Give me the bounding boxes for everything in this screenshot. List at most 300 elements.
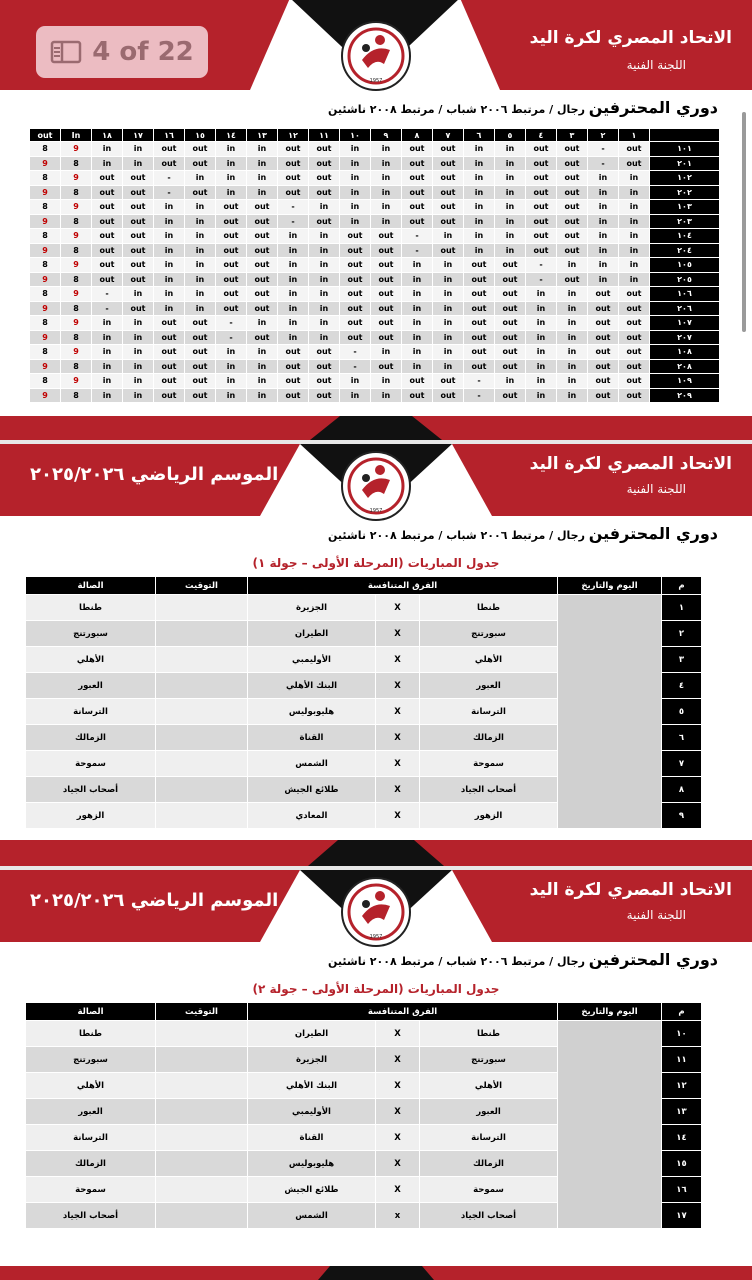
match-away: الأوليمبي [248,1099,376,1125]
league-categories: رجال / مرتبط ٢٠٠٦ شباب / مرتبط ٢٠٠٨ ناشئين [328,103,585,116]
roster-cell: out [526,214,557,229]
roster-cell: out [278,171,309,186]
roster-header-cell: ٥ [495,129,526,142]
roster-cell: out [340,301,371,316]
roster-cell: in [495,374,526,389]
match-n: ١٧ [662,1203,702,1229]
roster-row [30,388,720,403]
roster-cell: in [588,185,619,200]
roster-cell: in [340,185,371,200]
match-time [156,699,248,725]
roster-cell: out [557,272,588,287]
roster-cell: 9 [61,171,92,186]
roster-cell: in [309,229,340,244]
roster-header-cell: ٧ [433,129,464,142]
roster-row [30,156,720,171]
roster-cell: in [557,359,588,374]
match-home: طنطا [420,595,558,621]
roster-header-cell: ٤ [526,129,557,142]
match-time [156,1021,248,1047]
roster-cell: out [247,287,278,302]
roster-cell: in [123,388,154,403]
roster-cell: out [123,171,154,186]
roster-cell: out [619,388,650,403]
schedule-header-date: اليوم والتاريخ [558,577,662,595]
roster-cell: out [340,258,371,273]
federation-logo [340,876,412,948]
federation-logo [340,20,412,92]
roster-cell: out [371,359,402,374]
match-n: ٩ [662,803,702,829]
roster-cell: out [619,359,650,374]
roster-cell: out [557,142,588,157]
match-n: ١ [662,595,702,621]
roster-cell: in [340,374,371,389]
roster-cell: out [371,330,402,345]
roster-cell: in [557,330,588,345]
roster-cell: in [619,243,650,258]
roster-cell: out [464,359,495,374]
roster-cell: out [588,345,619,360]
roster-cell: 8 [30,200,61,215]
match-row [26,1021,702,1047]
roster-cell: out [278,374,309,389]
roster-row-id: ٢٠١ [650,156,720,171]
roster-cell: out [371,301,402,316]
roster-cell: in [309,287,340,302]
roster-cell: out [278,185,309,200]
roster-cell: in [247,142,278,157]
roster-cell: out [216,214,247,229]
roster-cell: - [154,171,185,186]
roster-cell: out [247,200,278,215]
roster-cell: in [340,142,371,157]
roster-cell: out [464,258,495,273]
match-vs: X [376,1047,420,1073]
match-hall: العبور [26,1099,156,1125]
roster-cell: out [495,359,526,374]
roster-cell: in [588,258,619,273]
roster-cell: out [464,301,495,316]
roster-cell: in [557,388,588,403]
roster-cell: out [619,142,650,157]
roster-cell: in [123,287,154,302]
roster-cell: 8 [30,287,61,302]
roster-cell: out [433,214,464,229]
roster-cell: out [185,156,216,171]
roster-cell: 9 [61,287,92,302]
federation-logo [340,450,412,522]
roster-cell: in [247,156,278,171]
match-home: الزمالك [420,725,558,751]
roster-cell: out [92,258,123,273]
roster-cell: 9 [61,258,92,273]
match-vs: X [376,621,420,647]
roster-cell: out [185,330,216,345]
match-home: أصحاب الجياد [420,777,558,803]
committee-title: اللجنة الفنية [626,908,686,922]
roster-cell: in [433,272,464,287]
roster-cell: 8 [30,316,61,331]
page-indicator[interactable] [36,26,208,78]
roster-cell: in [557,345,588,360]
roster-cell: in [588,229,619,244]
schedule-header-hall: الصالة [26,577,156,595]
roster-cell: - [464,374,495,389]
roster-header-cell: ٩ [371,129,402,142]
match-away: الجزيرة [248,1047,376,1073]
roster-cell: out [309,171,340,186]
match-away: طلائع الجيش [248,1177,376,1203]
roster-row-id: ١٠٤ [650,229,720,244]
roster-row-id: ١٠٦ [650,287,720,302]
roster-cell: in [402,258,433,273]
roster-cell: out [402,142,433,157]
roster-cell: out [619,374,650,389]
roster-cell: in [402,345,433,360]
match-n: ٢ [662,621,702,647]
roster-cell: in [154,243,185,258]
roster-cell: out [433,142,464,157]
roster-cell: in [464,142,495,157]
roster-cell: out [92,200,123,215]
roster-cell: 8 [61,156,92,171]
roster-cell: in [154,301,185,316]
roster-cell: in [464,185,495,200]
roster-cell: 8 [30,345,61,360]
roster-cell: - [464,388,495,403]
roster-cell: out [433,156,464,171]
roster-cell: in [185,301,216,316]
roster-cell: in [278,272,309,287]
roster-cell: out [154,345,185,360]
match-vs: X [376,647,420,673]
roster-cell: in [309,243,340,258]
roster-cell: out [309,185,340,200]
roster-row-id: ٢٠٦ [650,301,720,316]
roster-cell: in [371,388,402,403]
roster-cell: out [340,229,371,244]
match-hall: العبور [26,673,156,699]
roster-cell: in [123,156,154,171]
roster-cell: in [154,287,185,302]
match-vs: X [376,725,420,751]
roster-cell: in [588,200,619,215]
match-home: الترسانة [420,1125,558,1151]
match-n: ٣ [662,647,702,673]
roster-cell: in [619,258,650,273]
roster-cell: in [309,316,340,331]
roster-cell: out [123,243,154,258]
roster-cell: out [464,272,495,287]
roster-cell: 9 [61,345,92,360]
roster-cell: out [340,330,371,345]
roster-header-cell: ١٨ [92,129,123,142]
schedule-header-teams: الفرق المتنافسة [248,577,558,595]
roster-cell: in [92,156,123,171]
roster-cell: in [464,214,495,229]
roster-cell: in [309,301,340,316]
match-hall: طنطا [26,595,156,621]
match-away: القناة [248,1125,376,1151]
roster-cell: out [371,258,402,273]
roster-cell: in [402,272,433,287]
match-time [156,1125,248,1151]
roster-cell: in [619,200,650,215]
roster-cell: 8 [61,243,92,258]
match-vs: X [376,777,420,803]
roster-cell: 9 [61,316,92,331]
roster-cell: in [464,171,495,186]
roster-cell: out [154,359,185,374]
match-vs: x [376,1203,420,1229]
federation-title: الاتحاد المصري لكرة اليد [529,880,732,900]
roster-cell: out [340,243,371,258]
roster-cell: out [216,258,247,273]
match-hall: سموحة [26,1177,156,1203]
roster-row [30,171,720,186]
roster-cell: in [185,272,216,287]
roster-cell: in [433,258,464,273]
roster-cell: out [588,388,619,403]
roster-cell: in [247,359,278,374]
roster-cell: in [92,388,123,403]
roster-row-id: ١٠٥ [650,258,720,273]
roster-cell: in [495,142,526,157]
roster-cell: out [526,156,557,171]
roster-cell: out [278,345,309,360]
roster-cell: out [92,185,123,200]
roster-cell: out [340,272,371,287]
match-n: ١٢ [662,1073,702,1099]
roster-cell: out [495,258,526,273]
roster-cell: in [402,330,433,345]
match-away: الشمس [248,1203,376,1229]
roster-cell: 9 [30,388,61,403]
roster-cell: in [495,156,526,171]
roster-row [30,301,720,316]
match-away: هليوبوليس [248,1151,376,1177]
roster-cell: in [588,171,619,186]
roster-cell: out [619,287,650,302]
league-categories: رجال / مرتبط ٢٠٠٦ شباب / مرتبط ٢٠٠٨ ناشئين [328,955,585,968]
roster-cell: in [278,287,309,302]
match-home: الزهور [420,803,558,829]
roster-cell: in [185,229,216,244]
roster-cell: in [526,388,557,403]
match-time [156,1073,248,1099]
committee-title: اللجنة الفنية [626,58,686,72]
roster-cell: out [154,330,185,345]
roster-cell: out [588,287,619,302]
roster-cell: 8 [61,359,92,374]
match-away: البنك الأهلي [248,1073,376,1099]
match-time [156,803,248,829]
match-hall: أصحاب الجياد [26,1203,156,1229]
roster-cell: out [371,287,402,302]
roster-cell: out [123,258,154,273]
roster-cell: out [557,185,588,200]
roster-cell: in [371,214,402,229]
roster-cell: in [495,200,526,215]
match-n: ١٦ [662,1177,702,1203]
roster-cell: - [278,214,309,229]
roster-cell: out [495,330,526,345]
roster-cell: out [185,316,216,331]
roster-cell: in [247,388,278,403]
roster-cell: out [557,156,588,171]
roster-header-cell [650,129,720,142]
roster-header-cell: ١ [619,129,650,142]
roster-cell: in [526,345,557,360]
round1-table [25,576,702,829]
roster-cell: in [185,287,216,302]
roster-cell: in [216,185,247,200]
roster-cell: - [216,330,247,345]
roster-cell: in [619,171,650,186]
roster-cell: in [433,287,464,302]
match-away: طلائع الجيش [248,777,376,803]
roster-cell: out [588,359,619,374]
roster-cell: - [216,316,247,331]
roster-cell: in [340,156,371,171]
roster-cell: out [309,359,340,374]
roster-cell: 8 [61,272,92,287]
roster-cell: in [92,345,123,360]
roster-cell: in [588,243,619,258]
roster-cell: in [526,374,557,389]
roster-cell: out [588,316,619,331]
roster-cell: out [154,374,185,389]
schedule-header-hall: الصالة [26,1003,156,1021]
roster-cell: out [247,272,278,287]
match-time [156,647,248,673]
roster-cell: out [619,156,650,171]
roster-cell: out [340,287,371,302]
roster-cell: in [185,200,216,215]
roster-cell: out [557,171,588,186]
roster-cell: out [464,316,495,331]
roster-cell: out [619,330,650,345]
roster-cell: out [247,229,278,244]
roster-cell: in [557,258,588,273]
roster-cell: in [216,156,247,171]
roster-row-id: ١٠١ [650,142,720,157]
roster-header-cell: In [61,129,92,142]
roster-cell: - [278,200,309,215]
roster-cell: 9 [30,301,61,316]
match-hall: الأهلي [26,1073,156,1099]
roster-cell: in [588,214,619,229]
roster-header-cell: ١٢ [278,129,309,142]
roster-header-cell: ١٣ [247,129,278,142]
roster-cell: in [495,243,526,258]
match-vs: X [376,751,420,777]
svg-text:1957: 1957 [369,934,383,940]
league-name: دوري المحترفين [588,524,718,543]
roster-cell: out [123,301,154,316]
roster-header-cell: ١٠ [340,129,371,142]
roster-cell: in [154,229,185,244]
roster-cell: 9 [30,214,61,229]
match-vs: X [376,1073,420,1099]
match-time [156,751,248,777]
roster-cell: out [433,388,464,403]
roster-cell: out [309,214,340,229]
roster-cell: out [92,272,123,287]
match-home: سبورتنج [420,1047,558,1073]
league-name: دوري المحترفين [588,950,718,969]
roster-cell: - [588,142,619,157]
match-home: سبورتنج [420,621,558,647]
roster-cell: - [92,287,123,302]
roster-cell: in [526,301,557,316]
match-time [156,1151,248,1177]
page-footer-band [0,840,752,866]
roster-cell: in [619,272,650,287]
match-hall: سموحة [26,751,156,777]
roster-cell: in [557,287,588,302]
roster-cell: in [185,171,216,186]
svg-text:1957: 1957 [369,78,383,84]
roster-cell: out [557,243,588,258]
match-home: طنطا [420,1021,558,1047]
roster-cell: out [247,330,278,345]
roster-row-id: ١٠٩ [650,374,720,389]
roster-cell: out [433,374,464,389]
roster-header-cell: ٨ [402,129,433,142]
roster-cell: 9 [61,229,92,244]
roster-cell: out [464,287,495,302]
roster-cell: in [557,374,588,389]
roster-cell: in [278,243,309,258]
roster-cell: out [402,156,433,171]
roster-cell: out [216,200,247,215]
roster-cell: out [526,243,557,258]
roster-cell: in [371,374,402,389]
match-away: الطيران [248,621,376,647]
roster-cell: in [309,200,340,215]
roster-cell: in [526,287,557,302]
roster-cell: out [557,229,588,244]
roster-cell: out [92,229,123,244]
roster-cell: out [371,316,402,331]
roster-row-id: ٢٠٤ [650,243,720,258]
roster-cell: 8 [61,388,92,403]
round2-title: جدول المباريات (المرحلة الأولى – جولة ٢) [252,982,500,996]
match-hall: الأهلي [26,647,156,673]
roster-row-id: ١٠٧ [650,316,720,331]
roster-row [30,214,720,229]
roster-cell: 8 [30,258,61,273]
match-away: الشمس [248,751,376,777]
league-subtitle [328,524,718,543]
roster-row-id: ٢٠٣ [650,214,720,229]
scrollbar[interactable] [742,112,746,332]
roster-cell: 8 [61,185,92,200]
match-away: الجزيرة [248,595,376,621]
roster-cell: out [154,316,185,331]
roster-cell: in [464,156,495,171]
roster-cell: out [185,142,216,157]
match-vs: X [376,803,420,829]
roster-cell: in [340,171,371,186]
roster-cell: out [185,374,216,389]
roster-cell: out [464,330,495,345]
roster-cell: in [371,156,402,171]
round2-table [25,1002,702,1229]
roster-cell: out [557,200,588,215]
